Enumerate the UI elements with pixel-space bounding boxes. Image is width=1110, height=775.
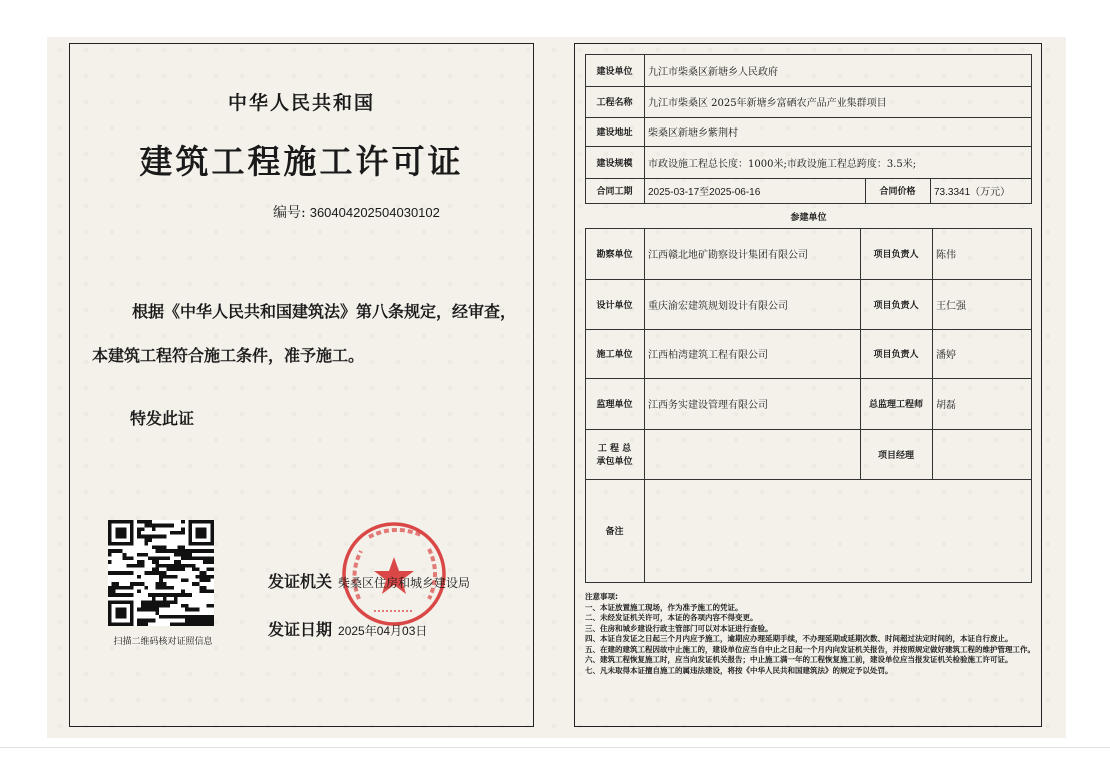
row-label: 建设单位: [596, 66, 633, 77]
note-item: 五、在建的建筑工程因故中止施工的，建设单位应当自中止之日起一个月内向发证机关报告，并按照规定做好建筑工程的维护管理工作。: [585, 644, 1035, 654]
participant-label: 监理单位: [596, 400, 633, 410]
number-label: 编号:: [273, 205, 306, 221]
price-value: 73.3341（万元）: [934, 187, 1011, 198]
issue-date-value: 2025年04月03日: [338, 624, 428, 638]
number-value: 360404202504030102: [309, 205, 440, 220]
note-item: 三、住房和城乡建设行政主管部门可以对本证进行查验。: [585, 623, 773, 633]
remarks-value: [644, 479, 1031, 582]
remarks-label: 备注: [605, 527, 624, 537]
address-value: 柴桑区新塘乡紫荆村: [648, 128, 738, 139]
note-item: 二、未经发证机关许可，本证的各项内容不得变更。: [585, 613, 758, 622]
participant-person: 王仁强: [936, 300, 966, 312]
page-divider: [0, 747, 1110, 748]
participant-org: [644, 429, 860, 479]
issue-date-row: [268, 617, 427, 640]
participant-person: 胡磊: [936, 400, 956, 411]
participant-org: 重庆渝宏建筑规划设计有限公司: [648, 300, 788, 312]
certificate-body: 根据《中华人民共和国建筑法》第八条规定，经审查，本建筑工程符合施工条件，准予施工。: [92, 302, 517, 365]
notes-title: 注意事项:: [585, 592, 618, 601]
certificate-title: 建筑工程施工许可证: [139, 142, 464, 181]
construction-unit-value: 九江市柴桑区新塘乡人民政府: [648, 66, 778, 78]
participant-label: 勘察单位: [596, 250, 633, 260]
participant-person: 陈伟: [936, 250, 956, 261]
row-label: 建设规模: [596, 158, 633, 169]
note-item: 六、建筑工程恢复施工时，应当向发证机关报告；中止施工满一年的工程恢复施工前，建设单位应当报发证机关检验施工许可证。: [585, 655, 1013, 664]
certificate-number: [273, 202, 440, 222]
scale-value: 市政设施工程总长度：1000米;市政设施工程总跨度：3.5米;: [648, 158, 917, 170]
qr-caption: 扫描二维码核对证照信息: [113, 637, 213, 647]
participant-person: 潘婷: [936, 350, 956, 361]
note-item: 四、本证自发证之日起三个月内应予施工，逾期应办理延期手续，不办理延期或延期次数、时间超过法定时间的，本证自行废止。: [585, 634, 1013, 643]
participant-role: 总监理工程师: [868, 400, 923, 410]
period-label: 合同工期: [596, 187, 633, 197]
participant-org: 江西务实建设管理有限公司: [648, 400, 768, 411]
participant-role: 项目经理: [877, 450, 914, 461]
participant-org: 江西柏湾建筑工程有限公司: [648, 350, 768, 361]
issue-date-label: 发证日期: [268, 620, 333, 639]
issuer-label: 发证机关: [268, 572, 333, 591]
row-label: 工程名称: [596, 98, 633, 108]
participant-role: 项目负责人: [873, 350, 919, 360]
issuer-row: [268, 569, 470, 592]
row-label: 建设地址: [596, 128, 633, 138]
note-item: 一、本证放置施工现场，作为准予施工的凭证。: [585, 602, 743, 612]
project-name-value: 九江市柴桑区 2025年新塘乡富硒农产品产业集群项目: [648, 98, 887, 109]
certificate-cover: [69, 43, 534, 727]
participant-role: 项目负责人: [873, 250, 919, 260]
qr-code-icon[interactable]: [108, 520, 214, 626]
issuer-value: 柴桑区住房和城乡建设局: [338, 576, 471, 590]
participant-label: 工 程 总 承包单位: [596, 444, 633, 467]
note-item: 七、凡未取得本证擅自施工的属违法建设，将按《中华人民共和国建筑法》的规定予以处罚。: [585, 665, 893, 675]
participants-header: 参建单位: [790, 212, 827, 223]
notes-section: [585, 592, 1035, 676]
participant-person: [932, 429, 1031, 479]
country-name: 中华人民共和国: [227, 92, 375, 114]
price-label: 合同价格: [879, 187, 916, 197]
participant-org: 江西赣北地矿勘察设计集团有限公司: [648, 250, 808, 261]
participant-label: 设计单位: [596, 300, 633, 311]
period-value: 2025-03-17至2025-06-16: [648, 187, 761, 198]
participant-label: 施工单位: [596, 350, 633, 360]
participant-role: 项目负责人: [873, 300, 919, 311]
special-issue-text: 特发此证: [130, 409, 195, 428]
